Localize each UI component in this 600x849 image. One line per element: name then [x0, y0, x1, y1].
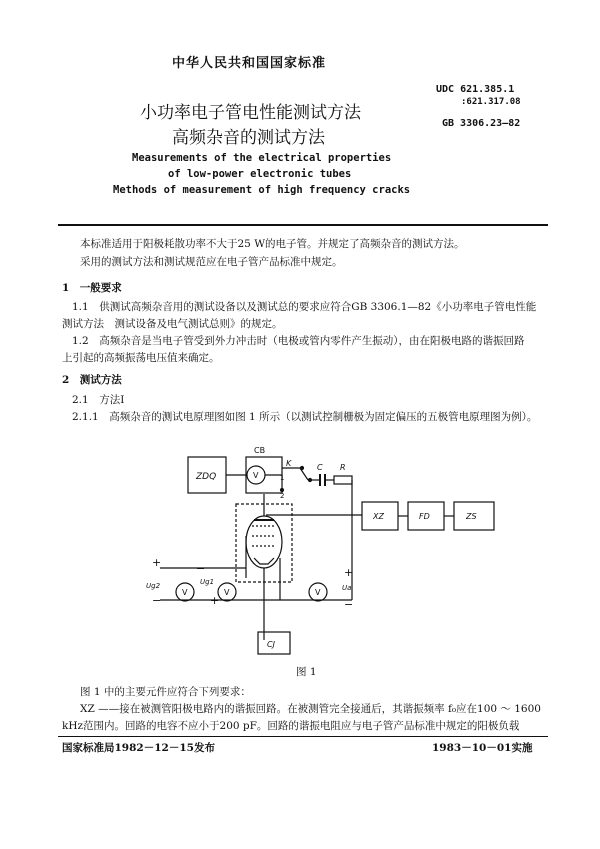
cb-label: CB: [254, 446, 266, 455]
ug2-v-label: V: [182, 588, 188, 597]
c-label: C: [317, 463, 323, 472]
section-2-title: 2 测试方法: [62, 374, 122, 386]
sec1-2-line-b: 上引起的高频振荡电压值来确定。: [62, 352, 220, 364]
ua-label: Ua: [342, 584, 352, 592]
minus-2: −: [196, 562, 206, 575]
xz-line-a: XZ ——接在被测管阳极电路内的谐振回路。在被测管完全接通后，其谐振频率 f₀应在100 ～ 1600: [80, 703, 541, 715]
title-en-3: Methods of measurement of high frequency cracks: [113, 184, 411, 196]
title-en-2: of low-power electronic tubes: [168, 168, 352, 180]
ua-v-label: V: [315, 588, 321, 597]
ug2-label: Ug2: [146, 582, 161, 590]
intro-1: 本标准适用于阳极耗散功率不大于25 W的电子管。并规定了高频杂音的测试方法。: [80, 238, 465, 250]
udc-code: UDC 621.385.1: [436, 84, 515, 95]
plus-2: +: [210, 594, 220, 607]
after-figure-text: 图 1 中的主要元件应符合下列要求：: [80, 686, 251, 698]
gb-number: GB 3306.23—82: [442, 118, 521, 129]
sec1-1-line-a: 1.1 供测试高频杂音用的测试设备以及测试总的要求应符合GB 3306.1—82《小功率电子管电性能: [72, 301, 537, 313]
r-label: R: [340, 463, 346, 472]
fd-label: FD: [419, 512, 430, 521]
zs-label: ZS: [466, 512, 477, 521]
top-rule: [58, 224, 548, 226]
footer-effective: 1983－10－01实施: [432, 742, 533, 754]
zdq-label: ZDQ: [196, 472, 217, 482]
udc-code-2: :621.317.08: [461, 97, 521, 107]
vacuum-tube: [246, 516, 282, 568]
sec1-2-line-a: 1.2 高频杂音是当电子管受到外力冲击时（电极或管内零件产生振动），由在阳极电路的谐振回路: [72, 335, 525, 347]
bottom-rule: [58, 736, 548, 737]
ug1-v-label: V: [224, 588, 230, 597]
sec1-1-line-b: 测试方法 测试设备及电气测试总则》的规定。: [62, 318, 283, 330]
minus-3: −: [344, 598, 354, 611]
intro-2: 采用的测试方法和测试规范应在电子管产品标准中规定。: [80, 256, 343, 268]
minus-1: −: [152, 594, 162, 607]
circuit-diagram: [130, 440, 510, 658]
cb-v-label: V: [253, 471, 259, 480]
xz-line-b: kHz范围内。回路的电容不应小于200 pF。回路的谐振电阻应与电子管产品标准中规定的阳极负载: [62, 720, 520, 732]
ug1-label: Ug1: [200, 578, 215, 586]
section-1-title: 1 一般要求: [62, 282, 122, 294]
national-standard-label: 中华人民共和国国家标准: [172, 56, 327, 71]
figure-caption: 图 1: [296, 666, 317, 678]
k-label: K: [286, 459, 292, 468]
plus-1: +: [152, 556, 162, 569]
plus-3: +: [344, 566, 354, 579]
resistor-r: [334, 476, 352, 484]
sw2-label: 2: [280, 492, 285, 500]
footer-issued: 国家标准局1982－12－15发布: [62, 742, 215, 754]
title-line-1: 小功率电子管电性能测试方法: [140, 103, 361, 123]
xz-label: XZ: [373, 512, 384, 521]
sw1-label: 1: [280, 474, 285, 482]
cj-label: CJ: [267, 640, 275, 649]
sec2-1-title: 2.1 方法Ⅰ: [72, 394, 125, 406]
title-en-1: Measurements of the electrical properties: [132, 152, 392, 164]
sec2-1-1-text: 2.1.1 高频杂音的测试电原理图如图 1 所示（以测试控制栅极为固定偏压的五极管电原理图为例）。: [72, 411, 538, 423]
title-line-2: 高频杂音的测试方法: [172, 128, 325, 148]
